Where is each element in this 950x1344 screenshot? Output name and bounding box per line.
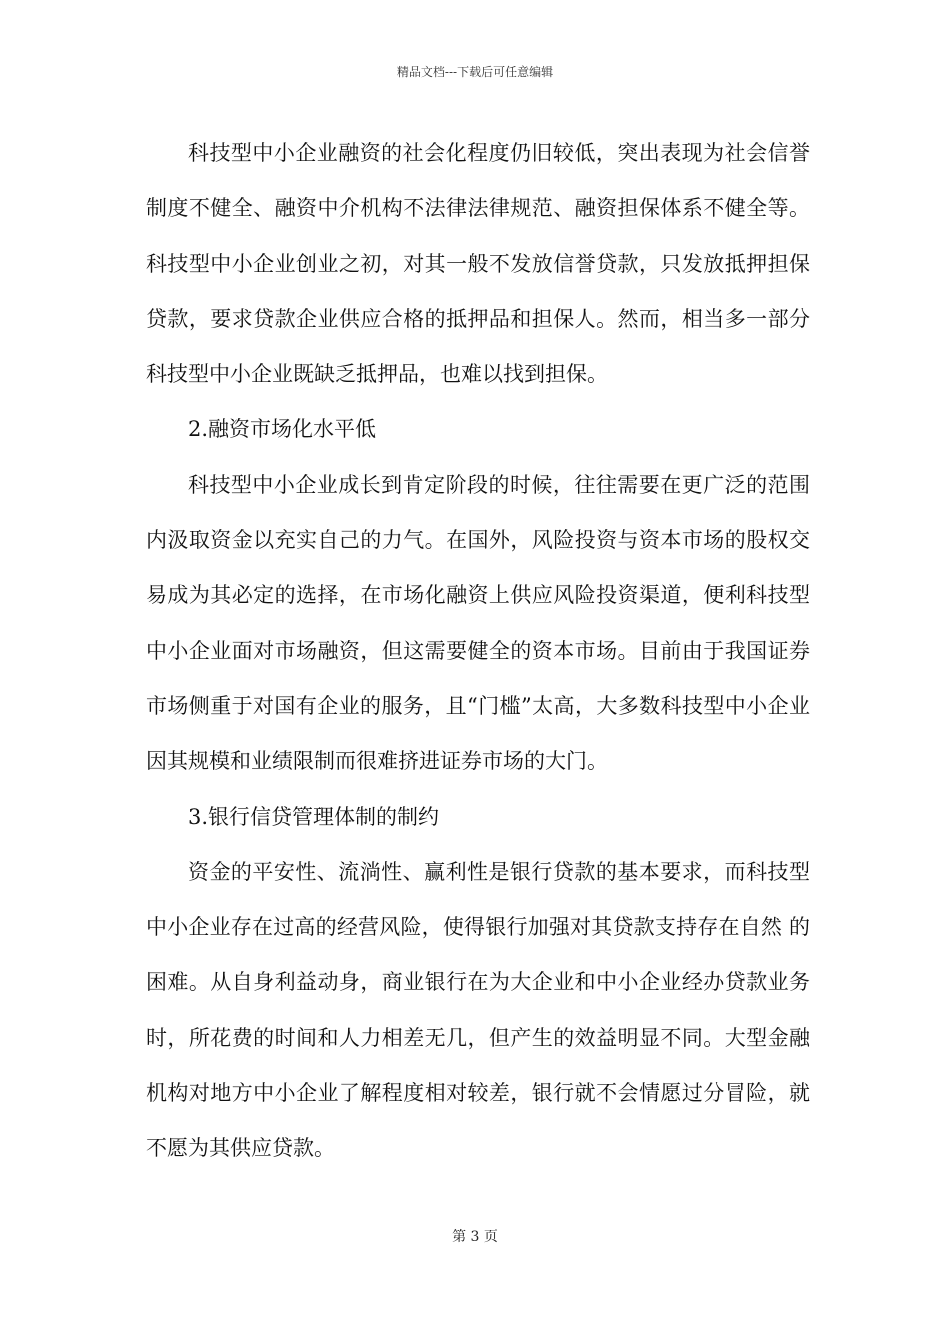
heading-bank-credit: 3.银行信贷管理体制的制约 — [188, 804, 440, 829]
paragraph-market-financing: 科技型中小企业成长到肯定阶段的时候，往往需要在更广泛的范围内汲取资金以充实自己的力气。在国外，风险投资与资本市场的股权交易成为其必定的选择，在市场化融资上供应风险投资渠道，便利科技型中小企业面对市场融资，但这需要健全的资本市场。目前由于我国证券市场侧重于对国有企业的服务，且“门槛”太高，大多数科技型中小企业因其规模和业绩限制而很难挤进证券市场的大门。 — [146, 472, 810, 774]
paragraph-bank-credit: 资金的平安性、流淌性、赢利性是银行贷款的基本要求，而科技型中小企业存在过高的经营风险，使得银行加强对其贷款支持存在自然 的困难。从自身利益动身，商业银行在为大企业和中小企业经办贷款业务时，所花费的时间和人力相差无几，但产生的效益明显不同。大型金融机构对地方中小企业了解程度相对较差，银行就不会情愿过分冒险，就不愿为其供应贷款。 — [146, 859, 810, 1161]
heading-market-level: 2.融资市场化水平低 — [188, 417, 377, 442]
paragraph-financing-socialization: 科技型中小企业融资的社会化程度仍旧较低，突出表现为社会信誉制度不健全、融资中介机构不法律法律规范、融资担保体系不健全等。科技型中小企业创业之初，对其一般不发放信誉贷款，只发放抵押担保贷款，要求贷款企业供应合格的抵押品和担保人。然而，相当多一部分科技型中小企业既缺乏抵押品，也难以找到担保。 — [146, 141, 810, 387]
document-body — [146, 126, 810, 1177]
page-number: 第 3 页 — [452, 1229, 498, 1245]
page-header: 精品文档---下载后可任意编辑 — [396, 65, 554, 79]
